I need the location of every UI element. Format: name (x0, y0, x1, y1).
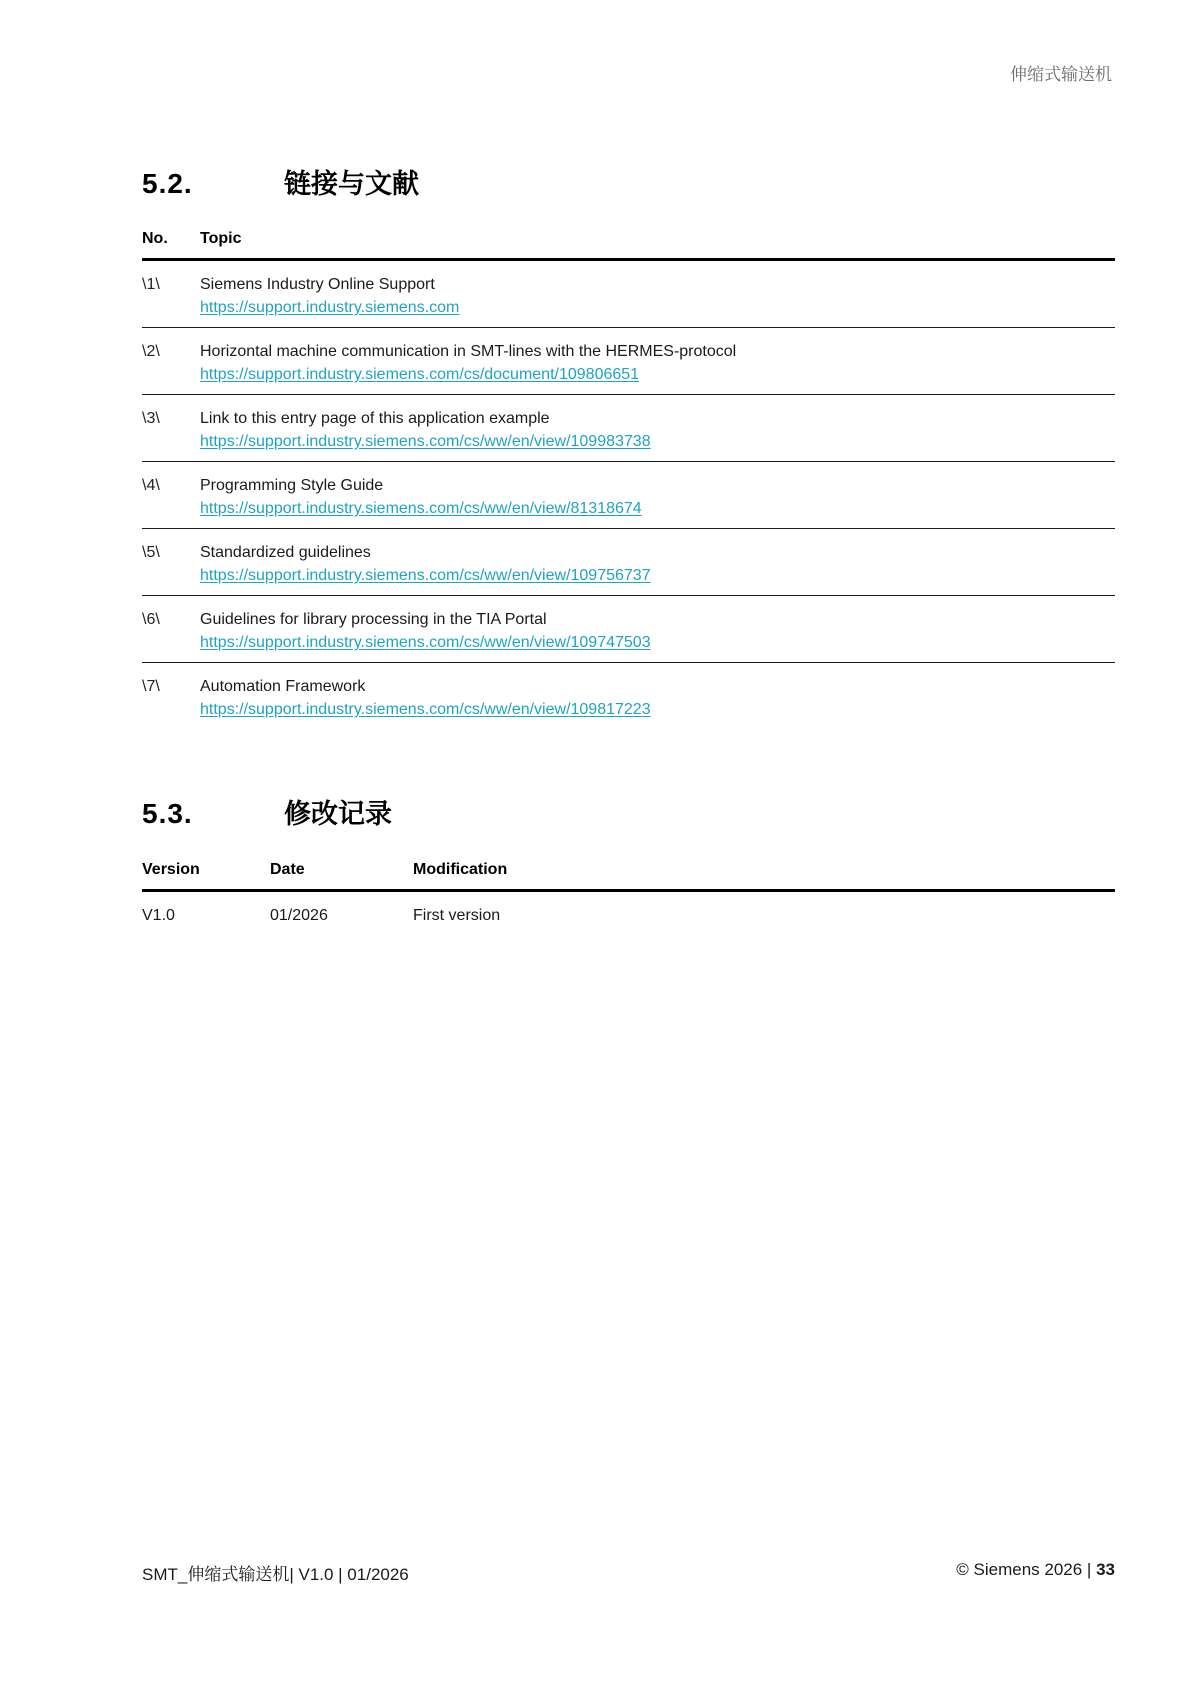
row-number: \4\ (142, 462, 200, 529)
topic-text: Automation Framework (200, 678, 366, 695)
column-header-version: Version (142, 861, 270, 891)
page-footer (142, 1560, 1115, 1585)
topic-cell (200, 328, 1115, 395)
topic-cell (200, 663, 1115, 730)
row-number: \2\ (142, 328, 200, 395)
topic-text: Horizontal machine communication in SMT-lines with the HERMES-protocol (200, 343, 737, 360)
topic-text: Guidelines for library processing in the TIA Portal (200, 611, 547, 628)
table-header-row (142, 861, 1115, 891)
topic-link[interactable]: https://support.industry.siemens.com/cs/document/109806651 (200, 366, 640, 383)
table-row (142, 596, 1115, 663)
table-header-row (142, 230, 1115, 260)
table-row (142, 260, 1115, 328)
footer-copyright (956, 1560, 1115, 1585)
topic-text: Link to this entry page of this application example (200, 410, 550, 427)
row-number: \7\ (142, 678, 160, 695)
running-header-title: 伸缩式输送机 (1010, 65, 1112, 84)
page-number: 33 (1096, 1560, 1115, 1579)
topic-cell (200, 529, 1115, 596)
section-number: 5.3. (142, 798, 193, 829)
row-number: \1\ (142, 260, 200, 328)
row-number: \5\ (142, 529, 200, 596)
revision-history-table (142, 861, 1115, 935)
topic-link[interactable]: https://support.industry.siemens.com/cs/ww/en/view/109756737 (200, 567, 651, 584)
section-title: 修改记录 (284, 799, 392, 829)
row-number: \6\ (142, 596, 200, 663)
footer-document-info: SMT_伸缩式输送机| V1.0 | 01/2026 (142, 1565, 409, 1584)
topic-link[interactable]: https://support.industry.siemens.com/cs/ww/en/view/109747503 (200, 634, 651, 651)
topic-text: Programming Style Guide (200, 477, 384, 494)
table-row (142, 529, 1115, 596)
section-number: 5.2. (142, 168, 193, 199)
section-heading-links (142, 162, 1114, 201)
column-header-topic: Topic (200, 230, 1115, 260)
section-heading-history (142, 792, 1114, 831)
table-row (142, 663, 1115, 730)
topic-text: Standardized guidelines (200, 544, 371, 561)
topic-link[interactable]: https://support.industry.siemens.com/cs/ww/en/view/109983738 (200, 433, 651, 450)
topic-text: Siemens Industry Online Support (200, 276, 435, 293)
topic-link[interactable]: https://support.industry.siemens.com/cs/ww/en/view/109817223 (200, 701, 651, 718)
column-header-modification: Modification (413, 861, 1115, 891)
topic-cell (200, 462, 1115, 529)
topic-link[interactable]: https://support.industry.siemens.com/cs/ww/en/view/81318674 (200, 500, 642, 517)
column-header-no: No. (142, 230, 200, 260)
table-row (142, 328, 1115, 395)
copyright-text: © Siemens 2026 | (956, 1560, 1092, 1579)
links-table (142, 230, 1115, 729)
topic-link[interactable]: https://support.industry.siemens.com (200, 299, 460, 316)
table-row (142, 891, 1115, 936)
topic-cell (200, 395, 1115, 462)
row-number: \3\ (142, 395, 200, 462)
column-header-date: Date (270, 861, 413, 891)
topic-cell (200, 596, 1115, 663)
section-title: 链接与文献 (284, 169, 419, 199)
topic-cell (200, 260, 1115, 328)
modification-cell: First version (413, 907, 501, 924)
date-cell: 01/2026 (270, 907, 328, 924)
table-row (142, 395, 1115, 462)
table-row (142, 462, 1115, 529)
version-cell: V1.0 (142, 907, 175, 924)
